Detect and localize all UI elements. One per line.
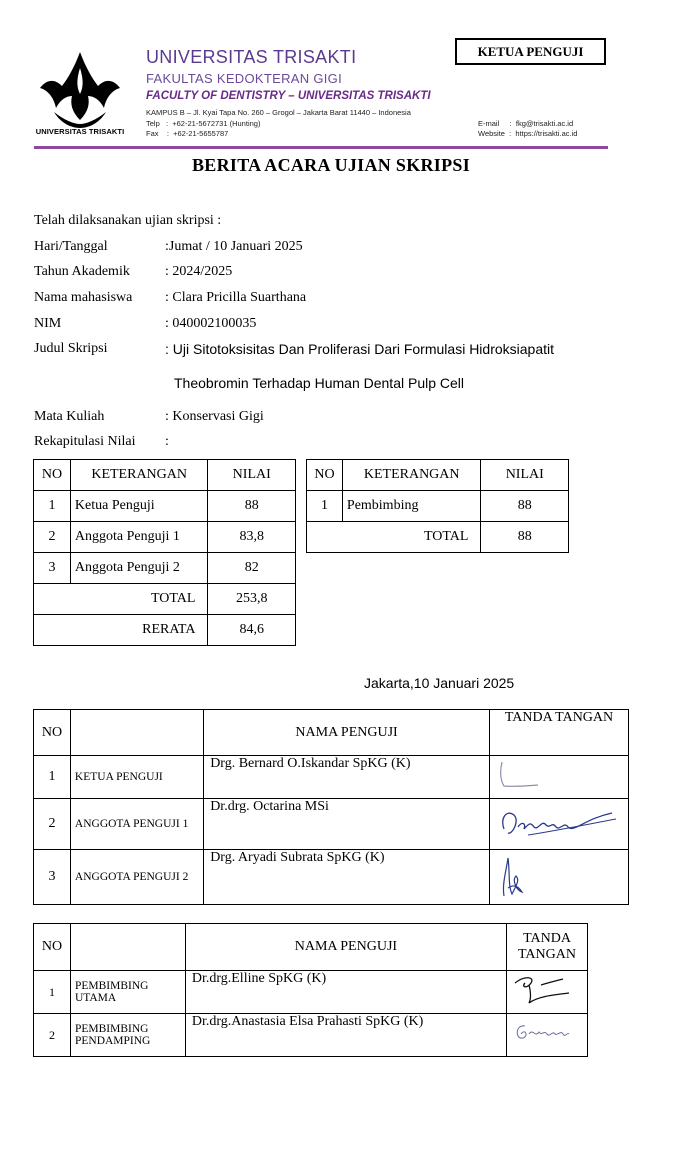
rerata-value: 84,6 — [208, 615, 296, 646]
row-name: Dr.drg.Anastasia Elsa Prahasti SpKG (K) — [185, 1014, 506, 1057]
header-no: NO — [34, 924, 71, 971]
row-nilai: 83,8 — [208, 522, 296, 553]
header-nama: NAMA PENGUJI — [204, 710, 490, 756]
logo-caption: UNIVERSITAS TRISAKTI — [35, 127, 125, 136]
website: Website : https://trisakti.ac.id — [478, 129, 578, 138]
judul-value-1: : Uji Sitotoksisitas Dan Proliferasi Dari Formulasi Hidroksiapatit — [165, 341, 555, 357]
nim-value: : 040002100035 — [165, 316, 257, 331]
role-badge: KETUA PENGUJI — [455, 38, 606, 65]
row-role: KETUA PENGUJI — [70, 756, 203, 799]
header-tanda-tangan: TANDA TANGAN — [507, 924, 588, 971]
row-keterangan: Anggota Penguji 1 — [70, 522, 208, 553]
address: KAMPUS B – Jl. Kyai Tapa No. 260 – Grogol – Jakarta Barat 11440 – Indonesia — [146, 108, 411, 117]
row-role: ANGGOTA PENGUJI 2 — [70, 850, 203, 905]
penguji-signature-table — [33, 709, 629, 905]
table-row — [34, 553, 296, 584]
row-no: 1 — [34, 756, 71, 799]
hari-value: :Jumat / 10 Januari 2025 — [165, 239, 303, 254]
header-no: NO — [307, 460, 343, 491]
nama-value: : Clara Pricilla Suarthana — [165, 290, 307, 305]
table-row — [34, 491, 296, 522]
table-header-row — [307, 460, 569, 491]
header-keterangan: KETERANGAN — [342, 460, 481, 491]
faculty-name-id: FAKULTAS KEDOKTERAN GIGI — [146, 71, 342, 86]
row-nilai: 82 — [208, 553, 296, 584]
row-name: Drg. Bernard O.Iskandar SpKG (K) — [204, 756, 490, 799]
matkul-value: : Konservasi Gigi — [165, 409, 264, 424]
table-row — [34, 799, 629, 850]
header-role — [70, 710, 203, 756]
document-title: BERITA ACARA UJIAN SKRIPSI — [191, 155, 471, 175]
total-label: TOTAL — [307, 522, 481, 553]
table-row — [307, 491, 569, 522]
table-header-row — [34, 460, 296, 491]
nim-label: NIM — [34, 316, 62, 331]
row-keterangan: Pembimbing — [342, 491, 481, 522]
table-row — [34, 850, 629, 905]
university-name: UNIVERSITAS TRISAKTI — [146, 47, 357, 67]
row-no: 2 — [34, 799, 71, 850]
header-no: NO — [34, 460, 71, 491]
hari-label: Hari/Tanggal — [34, 239, 108, 254]
header-nilai: NILAI — [481, 460, 569, 491]
signature-1 — [494, 756, 614, 794]
row-keterangan: Ketua Penguji — [70, 491, 208, 522]
row-no: 1 — [34, 971, 71, 1014]
judul-value-2: Theobromin Terhadap Human Dental Pulp Cell — [174, 375, 465, 391]
total-row — [34, 584, 296, 615]
rerata-label: RERATA — [34, 615, 208, 646]
rekap-value: : — [165, 434, 169, 449]
table-header-row — [34, 924, 588, 971]
row-no: 3 — [34, 850, 71, 905]
rerata-row — [34, 615, 296, 646]
place-date: Jakarta,10 Januari 2025 — [364, 675, 515, 691]
signature-cell — [507, 971, 588, 1014]
signature-3 — [494, 850, 554, 902]
judul-label: Judul Skripsi — [34, 341, 108, 356]
total-label: TOTAL — [34, 584, 208, 615]
matkul-label: Mata Kuliah — [34, 409, 105, 424]
signature-cell — [489, 756, 628, 799]
fax: Fax : +62-21-5655787 — [146, 129, 229, 138]
tahun-label: Tahun Akademik — [34, 264, 130, 279]
table-row — [34, 756, 629, 799]
row-no: 1 — [34, 491, 71, 522]
email: E-mail : fkg@trisakti.ac.id — [478, 119, 574, 128]
total-value: 88 — [481, 522, 569, 553]
header-tanda-tangan: TANDA TANGAN — [489, 710, 628, 756]
signature-4 — [511, 971, 581, 1009]
table-header-row — [34, 710, 629, 756]
row-nilai: 88 — [481, 491, 569, 522]
rekap-pembimbing-table — [306, 459, 569, 553]
header-nama: NAMA PENGUJI — [185, 924, 506, 971]
row-name: Dr.drg. Octarina MSi — [204, 799, 490, 850]
header-no: NO — [34, 710, 71, 756]
table-row — [34, 522, 296, 553]
row-role: PEMBIMBING UTAMA — [70, 971, 185, 1014]
pembimbing-signature-table — [33, 923, 588, 1057]
row-keterangan: Anggota Penguji 2 — [70, 553, 208, 584]
header-role — [70, 924, 185, 971]
row-role: PEMBIMBING PENDAMPING — [70, 1014, 185, 1057]
nama-label: Nama mahasiswa — [34, 290, 133, 305]
row-no: 3 — [34, 553, 71, 584]
signature-5 — [511, 1014, 581, 1052]
signature-2 — [494, 799, 624, 845]
signature-cell — [489, 850, 628, 905]
row-no: 2 — [34, 1014, 71, 1057]
rekap-penguji-table — [33, 459, 296, 646]
row-name: Dr.drg.Elline SpKG (K) — [185, 971, 506, 1014]
header-nilai: NILAI — [208, 460, 296, 491]
header-keterangan: KETERANGAN — [70, 460, 208, 491]
letterhead-rule — [34, 146, 608, 149]
intro-text: Telah dilaksanakan ujian skripsi : — [34, 213, 222, 228]
faculty-name-en: FACULTY OF DENTISTRY – UNIVERSITAS TRISAKTI — [146, 90, 431, 102]
total-row — [307, 522, 569, 553]
tahun-value: : 2024/2025 — [165, 264, 233, 279]
rekap-label: Rekapitulasi Nilai — [34, 434, 136, 449]
signature-cell — [489, 799, 628, 850]
table-row — [34, 971, 588, 1014]
row-name: Drg. Aryadi Subrata SpKG (K) — [204, 850, 490, 905]
telephone: Telp : +62-21-5672731 (Hunting) — [146, 119, 261, 128]
row-no: 2 — [34, 522, 71, 553]
total-value: 253,8 — [208, 584, 296, 615]
table-row — [34, 1014, 588, 1057]
row-nilai: 88 — [208, 491, 296, 522]
row-role: ANGGOTA PENGUJI 1 — [70, 799, 203, 850]
signature-cell — [507, 1014, 588, 1057]
row-no: 1 — [307, 491, 343, 522]
